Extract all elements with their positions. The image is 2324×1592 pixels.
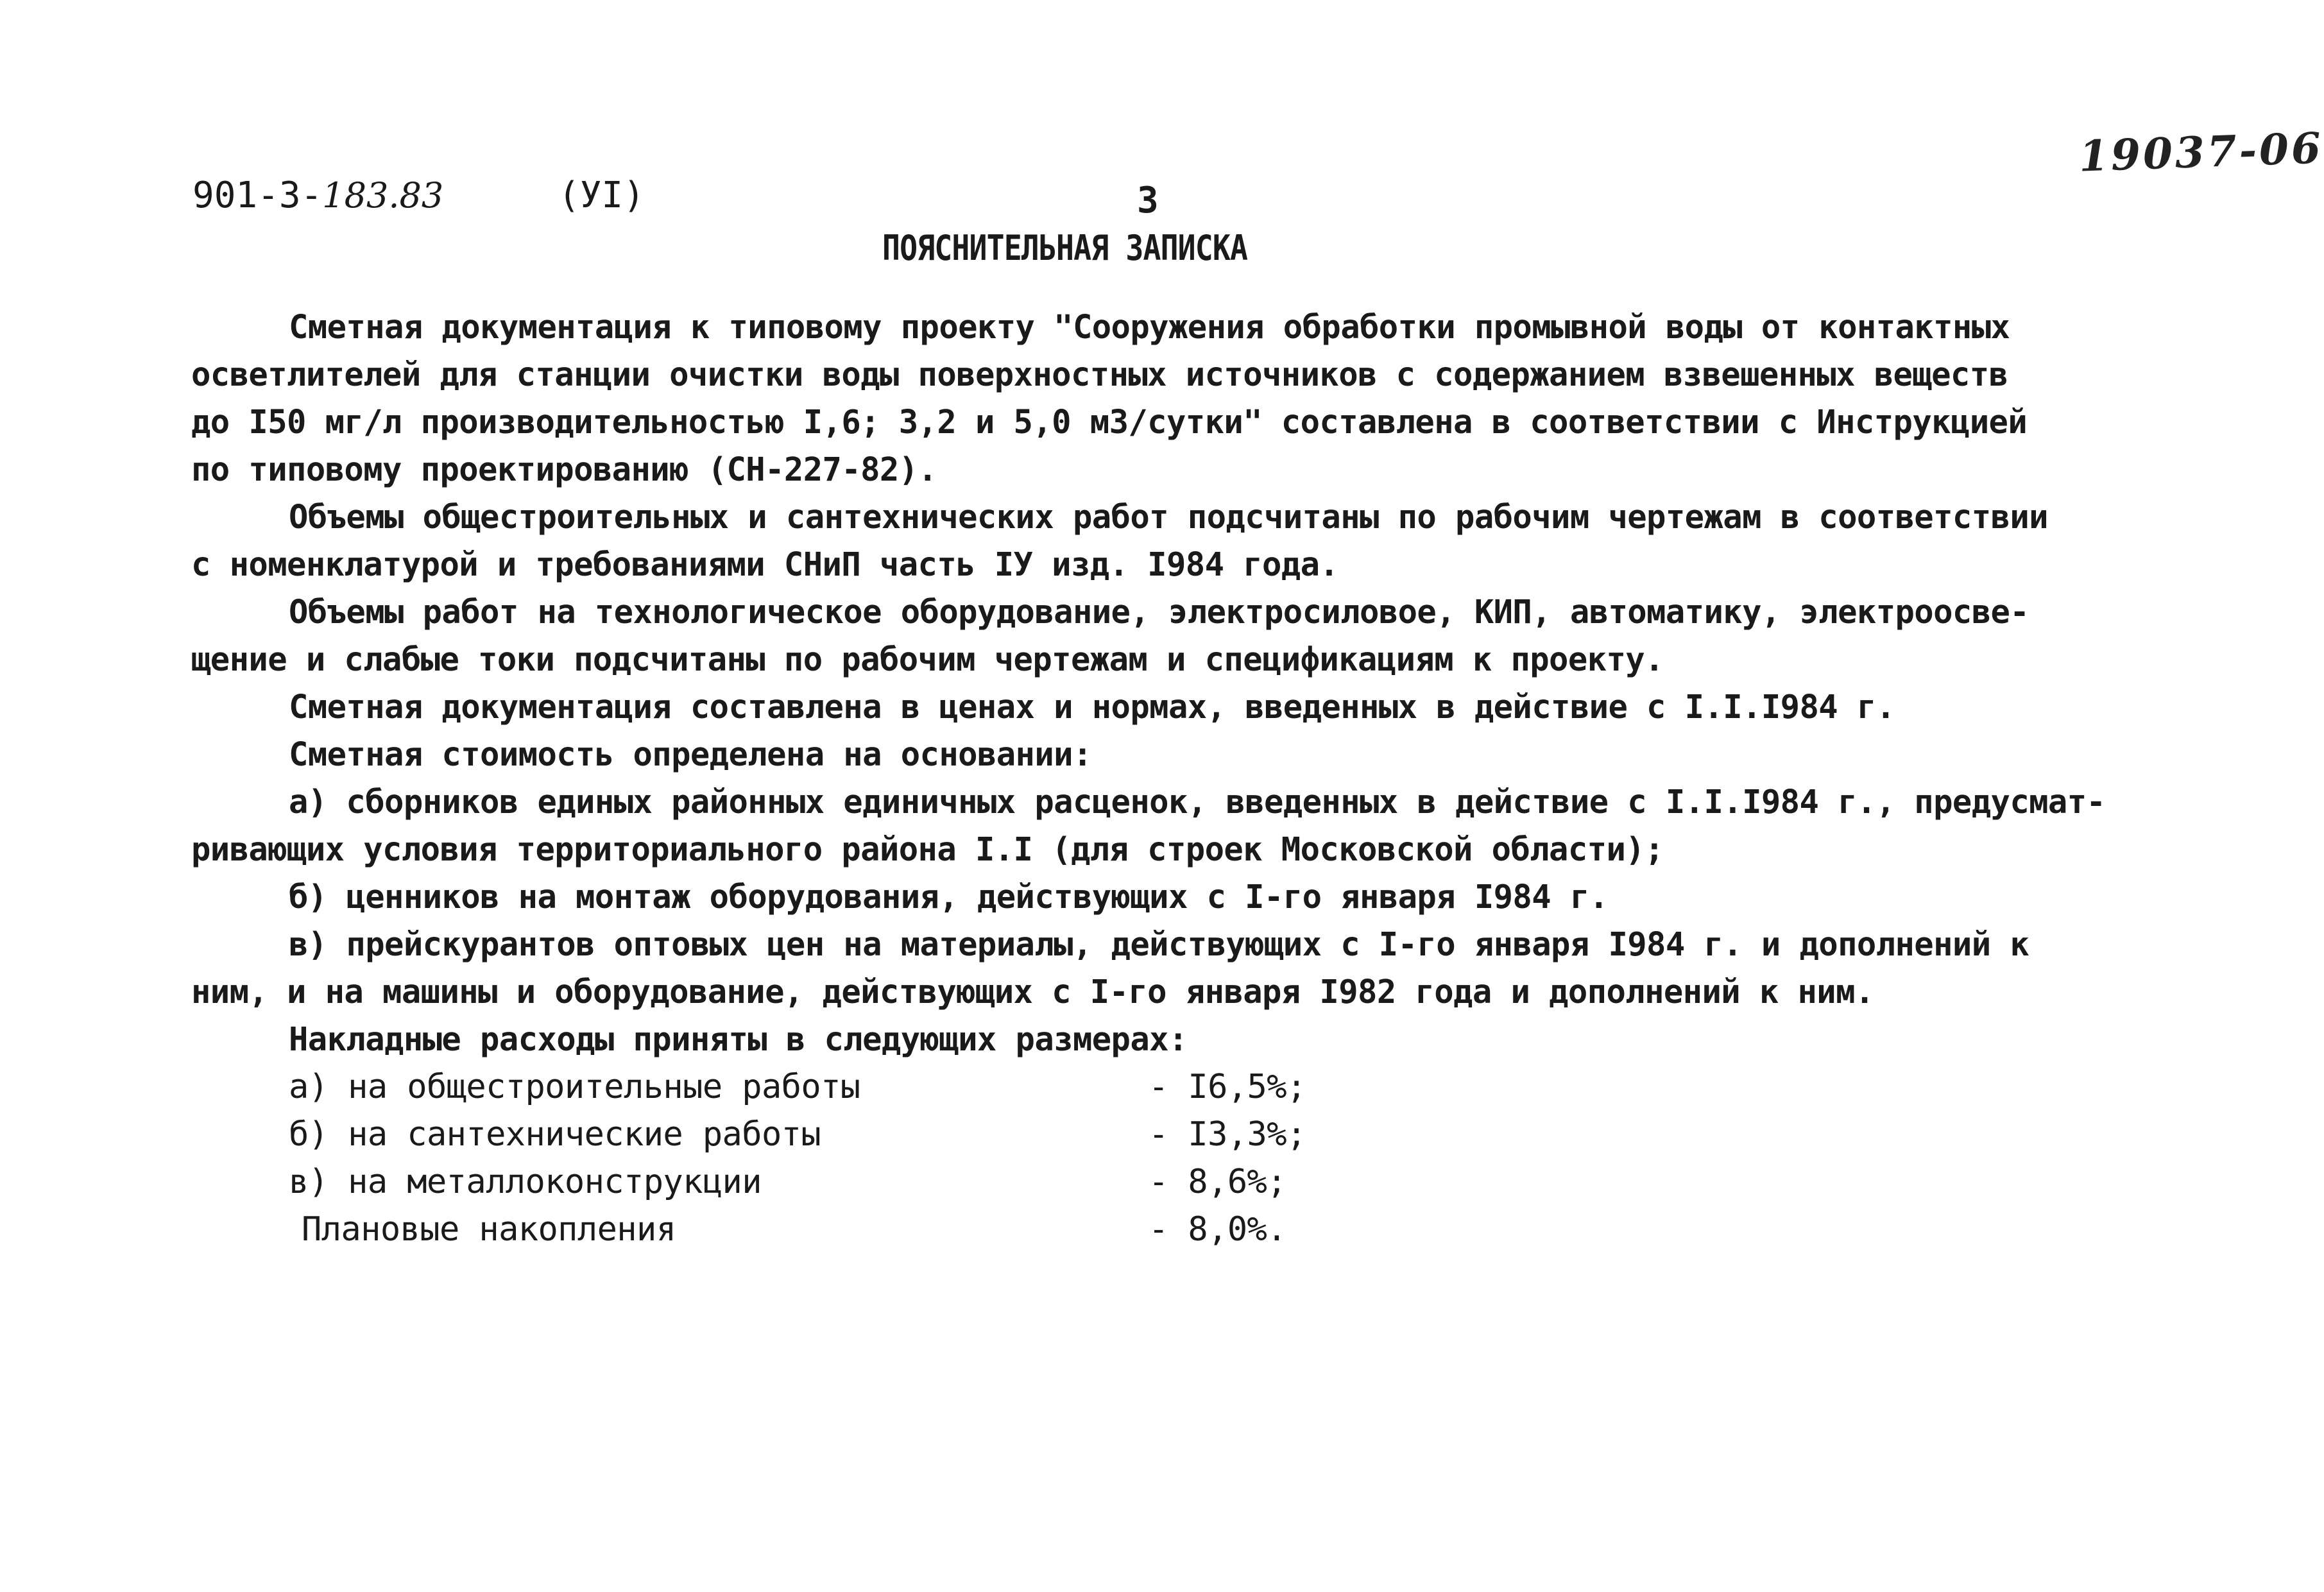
text-line: по типовому проектированию (СН-227-82).	[191, 450, 937, 488]
text-line: в) прейскурантов оптовых цен на материалы, действующих с I-го января I984 г. и дополнений к	[289, 925, 2029, 963]
rate-label: Плановые накопления	[302, 1210, 676, 1249]
document-code	[192, 175, 443, 216]
document-code-printed: 901-3-	[192, 175, 323, 216]
text-line: Объемы работ на технологическое оборудование, электросиловое, КИП, автоматику, электроосве-	[289, 593, 2029, 631]
text-line: осветлителей для станции очистки воды поверхностных источников с содержанием взвешенных веществ	[191, 355, 2008, 393]
text-line: Накладные расходы приняты в следующих размерах:	[289, 1020, 1188, 1058]
text-line: ним, и на машины и оборудование, действующих с I-го января I982 года и дополнений к ним.	[191, 973, 1874, 1011]
text-line: щение и слабые токи подсчитаны по рабочим чертежам и спецификациям к проекту.	[191, 640, 1664, 678]
volume-label: (УI)	[558, 175, 645, 216]
text-line: ривающих условия территориального района I.I (для строек Московской области);	[191, 830, 1664, 868]
page-title: ПОЯСНИТЕЛЬНАЯ ЗАПИСКА	[882, 228, 1248, 268]
text-line: а) сборников единых районных единичных расценок, введенных в действие с I.I.I984 г., предусмат-	[289, 783, 2106, 821]
rate-value: - 8,6%;	[1149, 1163, 1286, 1201]
text-line: Сметная документация к типовому проекту "Сооружения обработки промывной воды от контактных	[289, 308, 2010, 346]
text-line: с номенклатурой и требованиями СНиП часть IУ изд. I984 года.	[191, 545, 1339, 583]
rate-label: а) на общестроительные работы	[289, 1068, 860, 1106]
text-line: Сметная стоимость определена на основании:	[289, 735, 1092, 773]
rate-value: - I3,3%;	[1149, 1115, 1306, 1154]
text-line: Объемы общестроительных и сантехнических работ подсчитаны по рабочим чертежам в соответствии	[289, 498, 2048, 536]
text-line: Сметная документация составлена в ценах и нормах, введенных в действие с I.I.I984 г.	[289, 688, 1895, 726]
rate-label: в) на металлоконструкции	[289, 1163, 762, 1201]
page-number: 3	[1137, 180, 1159, 221]
rate-value: - I6,5%;	[1149, 1068, 1306, 1106]
text-line: до I50 мг/л производительностью I,6; 3,2 и 5,0 м3/сутки" составлена в соответствии с Инструкцией	[191, 403, 2028, 441]
rate-label: б) на сантехнические работы	[289, 1115, 821, 1154]
sheet-code-handwritten: 19037-06	[2078, 123, 2324, 182]
text-line: б) ценников на монтаж оборудования, действующих с I-го января I984 г.	[289, 878, 1609, 916]
rate-value: - 8,0%.	[1149, 1210, 1286, 1249]
document-code-handwritten: 183.83	[322, 175, 444, 216]
